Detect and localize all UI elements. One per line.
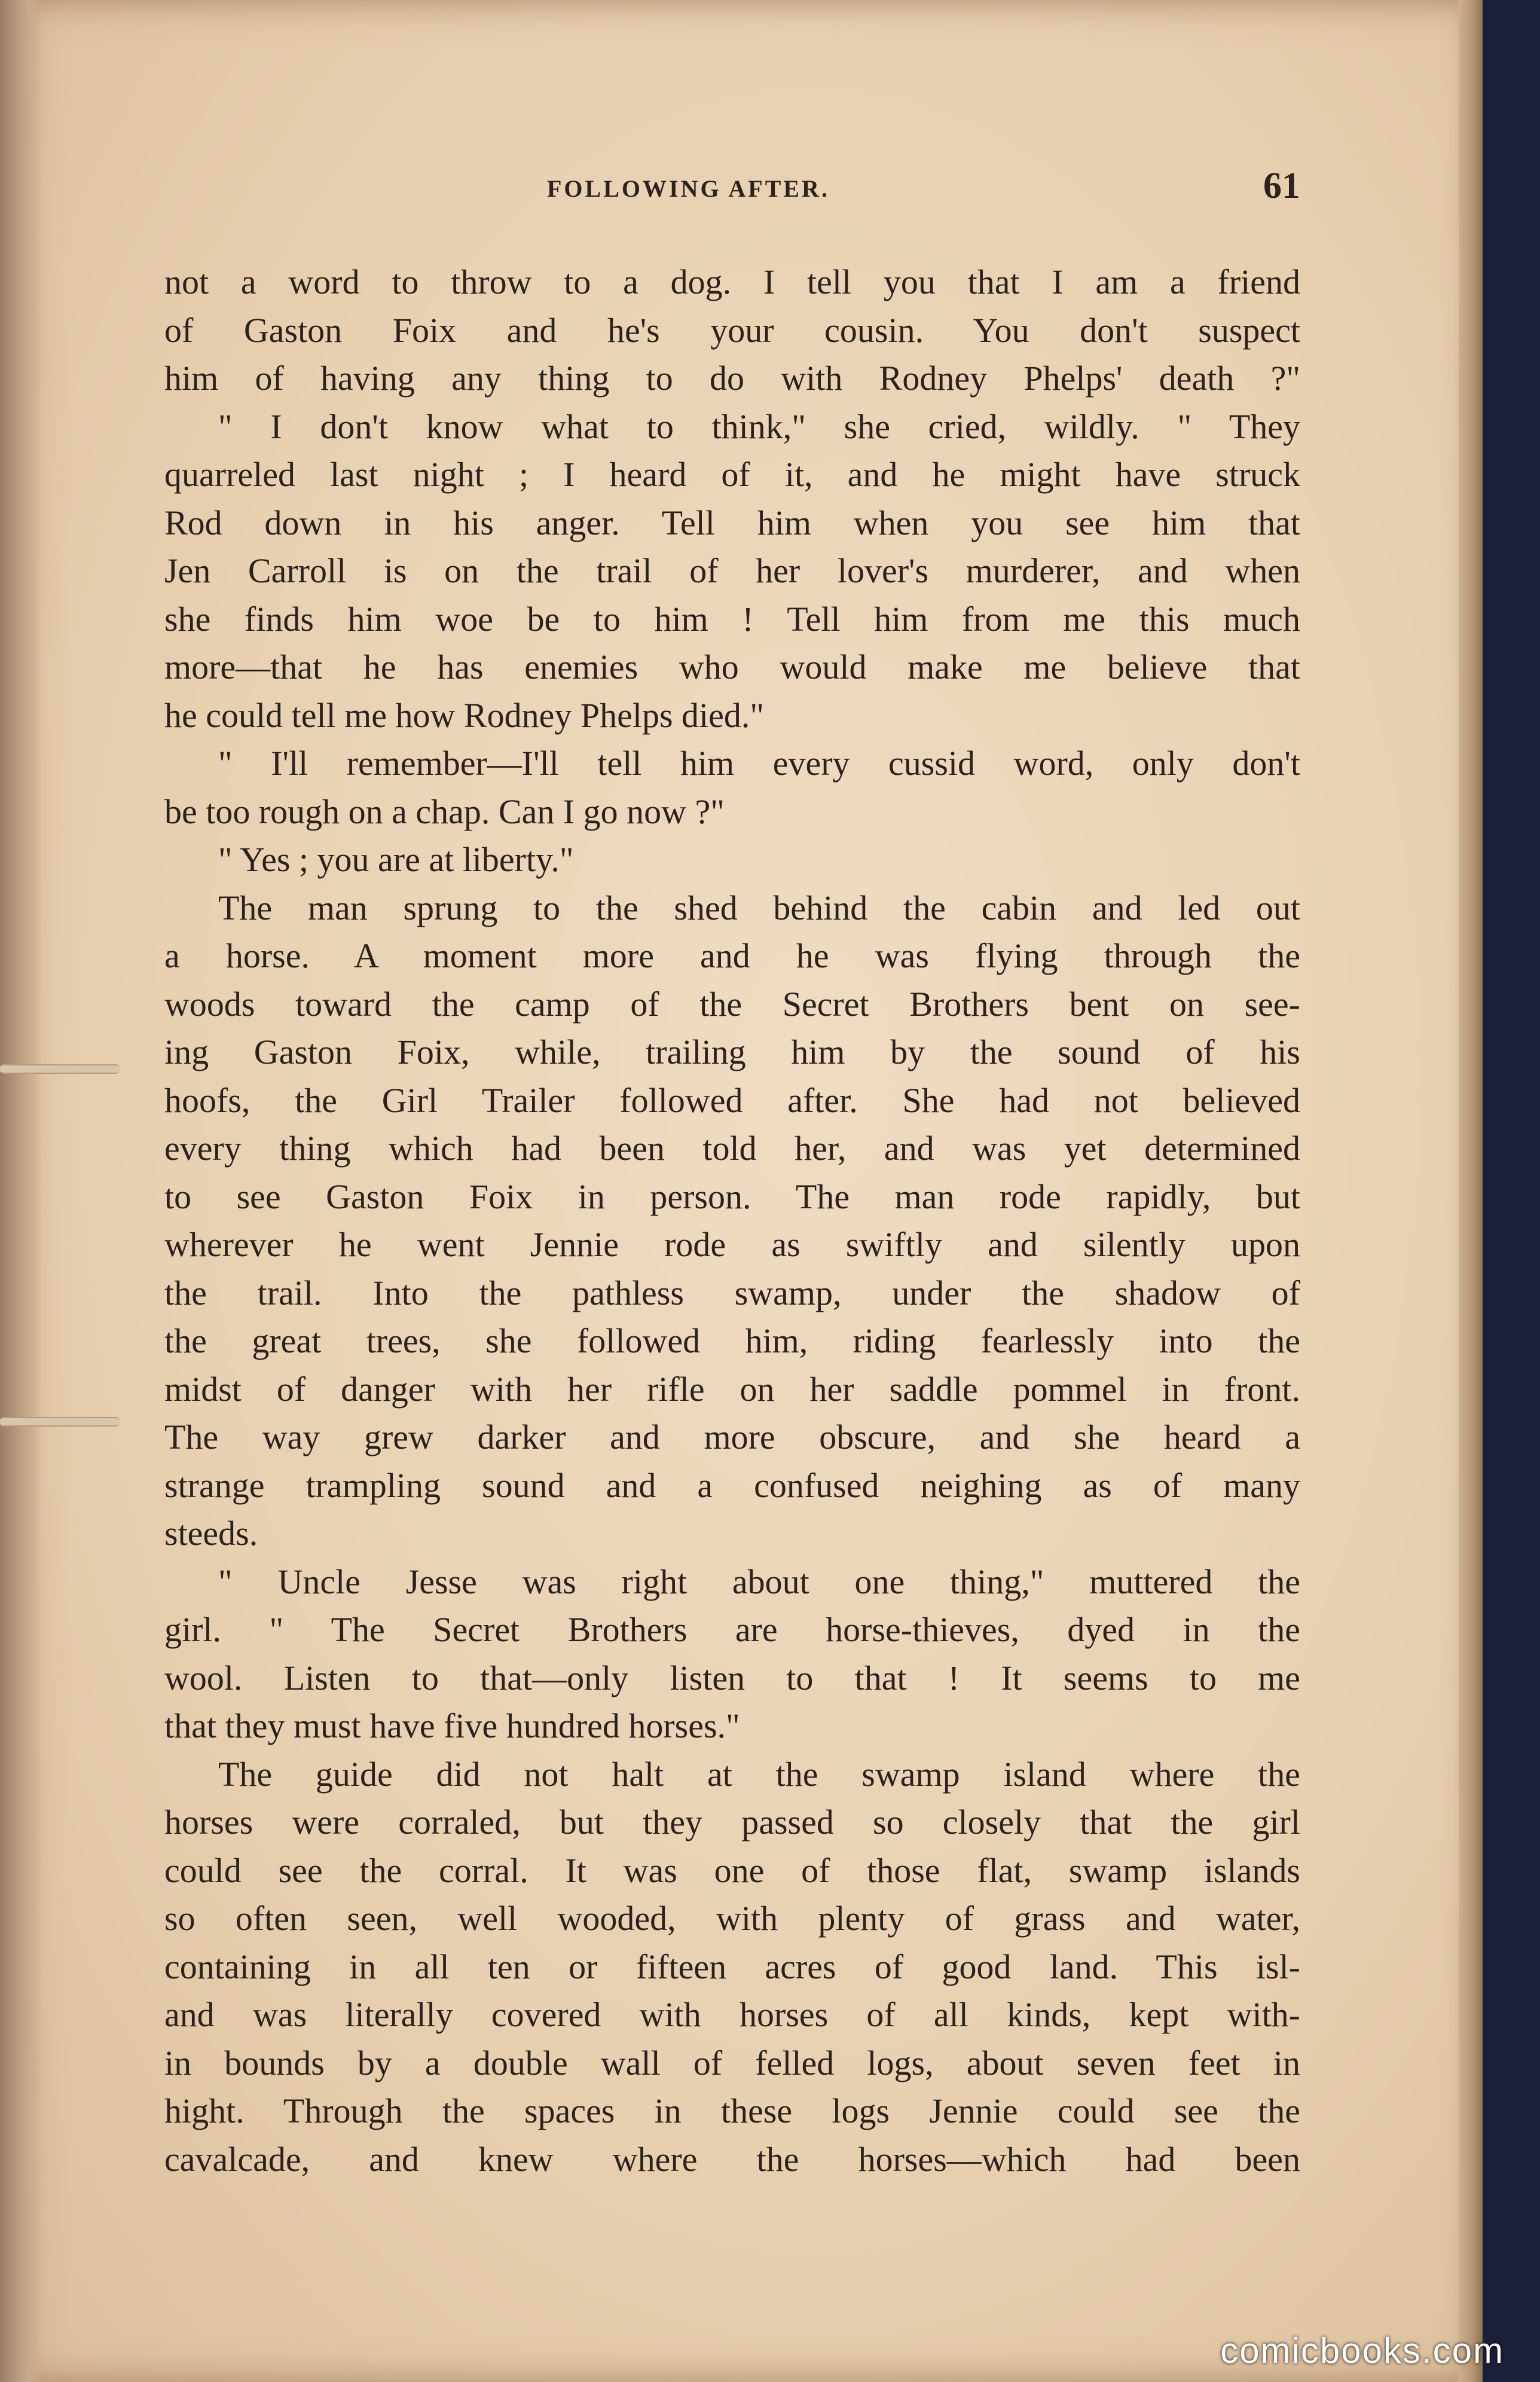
text-line: not a word to throw to a dog. I tell you that I am a friend bbox=[164, 262, 1300, 301]
running-head: FOLLOWING AFTER. bbox=[547, 175, 830, 202]
text-line: woods toward the camp of the Secret Brothers bent on see- bbox=[164, 984, 1300, 1024]
text-line: quarreled last night ; I heard of it, and he might have struck bbox=[164, 455, 1300, 494]
text-line: Jen Carroll is on the trail of her lover's murderer, and when bbox=[164, 551, 1300, 590]
text-line: he could tell me how Rodney Phelps died." bbox=[164, 695, 765, 735]
text-line: horses were corraled, but they passed so closely that the girl bbox=[164, 1803, 1300, 1842]
text-line: to see Gaston Foix in person. The man rode rapidly, but bbox=[164, 1177, 1300, 1216]
text-line: girl. " The Secret Brothers are horse-thieves, dyed in the bbox=[164, 1610, 1300, 1649]
text-line: " Yes ; you are at liberty." bbox=[218, 840, 574, 879]
text-line: cavalcade, and knew where the horses—which had been bbox=[164, 2139, 1300, 2179]
text-line: " Uncle Jesse was right about one thing," muttered the bbox=[218, 1562, 1300, 1601]
text-line: The guide did not halt at the swamp island where the bbox=[218, 1754, 1300, 1794]
text-line: him of having any thing to do with Rodney Phelps' death ?" bbox=[164, 359, 1300, 398]
body-text bbox=[164, 258, 1300, 2184]
text-line: more—that he has enemies who would make me believe that bbox=[164, 648, 1300, 686]
text-line: the trail. Into the pathless swamp, under the shadow of bbox=[164, 1273, 1300, 1312]
text-line: hight. Through the spaces in these logs Jennie could see the bbox=[164, 2091, 1300, 2130]
text-line: strange trampling sound and a confused neighing as of many bbox=[164, 1465, 1300, 1505]
text-line: wool. Listen to that—only listen to that ! It seems to me bbox=[164, 1658, 1300, 1697]
text-line: midst of danger with her rifle on her saddle pommel in front. bbox=[164, 1369, 1300, 1409]
text-line: " I don't know what to think," she cried, wildly. " They bbox=[218, 407, 1300, 446]
text-line: The way grew darker and more obscure, and she heard a bbox=[164, 1418, 1300, 1456]
binding-stitch bbox=[0, 1417, 120, 1427]
text-line: a horse. A moment more and he was flying through the bbox=[164, 936, 1300, 975]
text-line: in bounds by a double wall of felled logs, about seven feet in bbox=[164, 2043, 1300, 2082]
page-edge bbox=[1459, 0, 1483, 2382]
text-line: that they must have five hundred horses." bbox=[164, 1706, 740, 1745]
text-line: so often seen, well wooded, with plenty of grass and water, bbox=[164, 1899, 1300, 1938]
watermark: comicbooks.com bbox=[1220, 2331, 1504, 2371]
text-line: the great trees, she followed him, riding fearlessly into the bbox=[164, 1321, 1300, 1360]
page-number: 61 bbox=[1263, 166, 1300, 206]
text-line: she finds him woe be to him ! Tell him from me this much bbox=[164, 599, 1300, 639]
text-line: and was literally covered with horses of all kinds, kept with- bbox=[164, 1995, 1300, 2034]
binding-gutter bbox=[0, 0, 42, 2382]
text-line: of Gaston Foix and he's your cousin. You don't suspect bbox=[164, 310, 1300, 350]
text-line: could see the corral. It was one of those flat, swamp islands bbox=[164, 1850, 1300, 1890]
text-line: The man sprung to the shed behind the cabin and led out bbox=[218, 888, 1300, 927]
text-line: Rod down in his anger. Tell him when you see him that bbox=[164, 503, 1300, 542]
text-line: every thing which had been told her, and was yet determined bbox=[164, 1129, 1300, 1168]
text-line: ing Gaston Foix, while, trailing him by the sound of his bbox=[164, 1033, 1300, 1071]
binding-stitch bbox=[0, 1064, 120, 1074]
text-line: hoofs, the Girl Trailer followed after. She had not believed bbox=[164, 1080, 1300, 1120]
text-line: steeds. bbox=[164, 1514, 258, 1553]
text-line: containing in all ten or fifteen acres of good land. This isl- bbox=[164, 1947, 1300, 1986]
text-line: be too rough on a chap. Can I go now ?" bbox=[164, 792, 725, 831]
text-line: wherever he went Jennie rode as swiftly and silently upon bbox=[164, 1225, 1300, 1264]
text-line: " I'll remember—I'll tell him every cussid word, only don't bbox=[218, 744, 1300, 783]
